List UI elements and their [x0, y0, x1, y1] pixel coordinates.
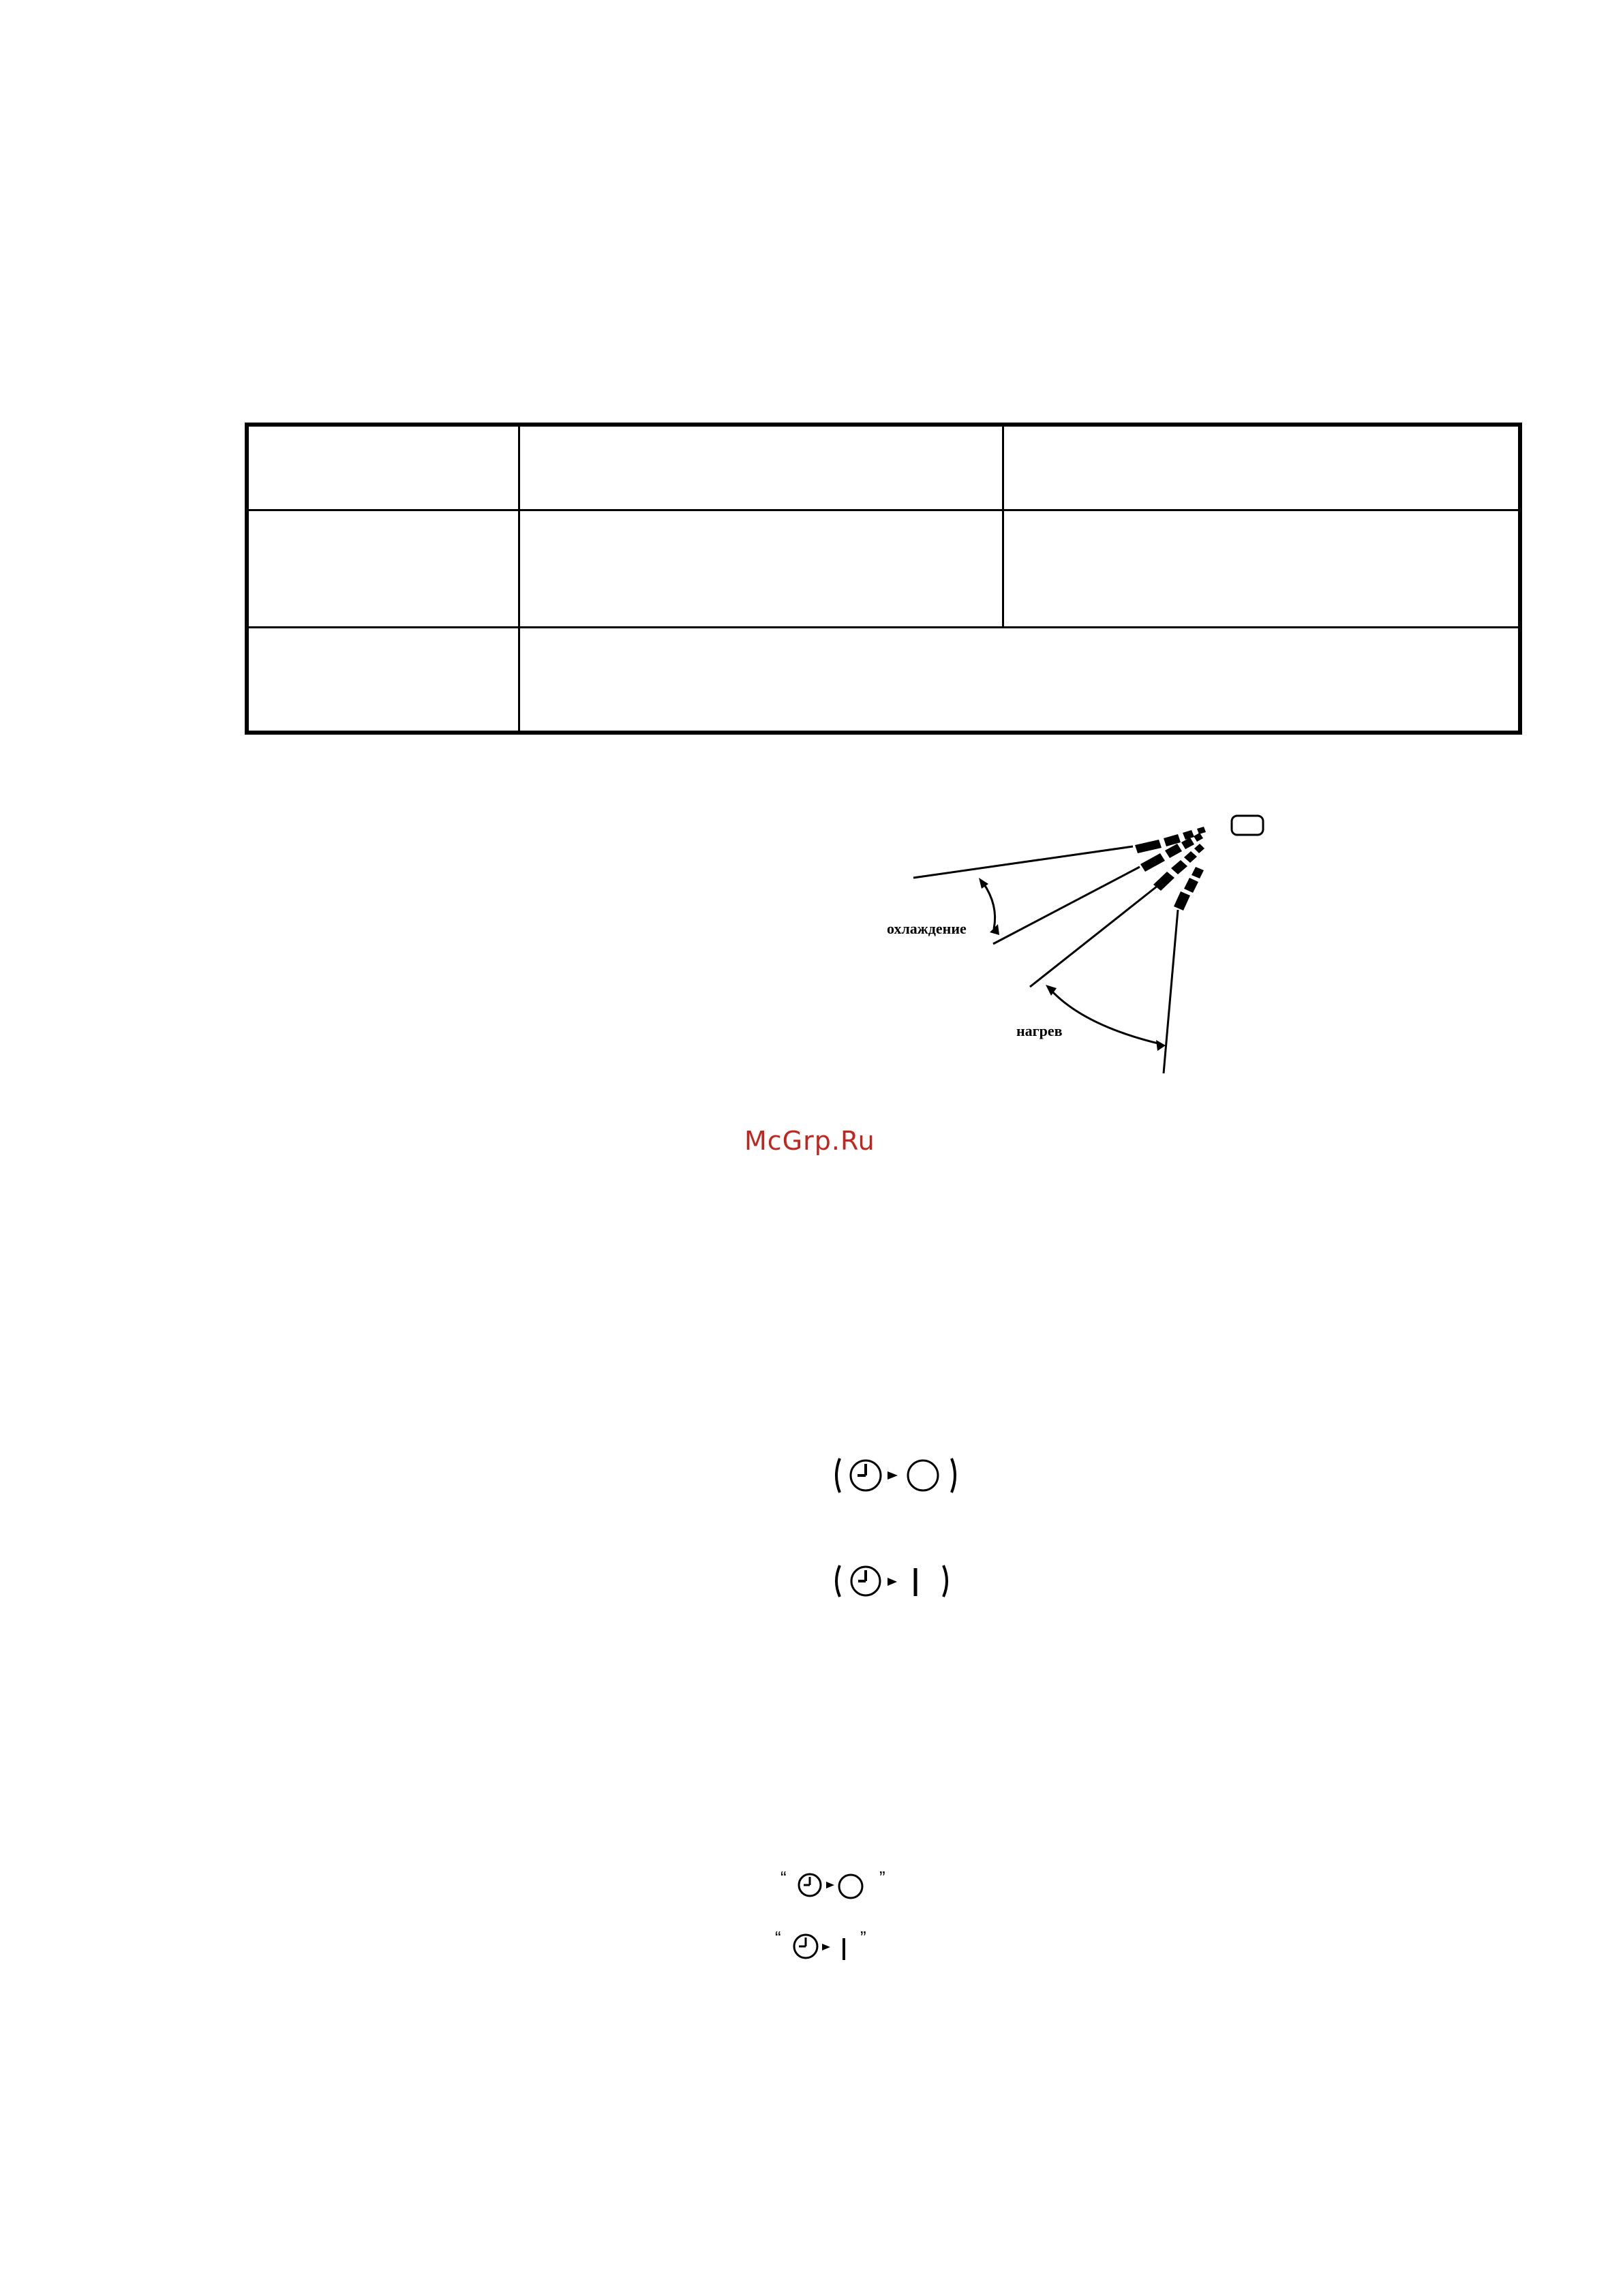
heating-range-arrow — [1050, 990, 1161, 1044]
arrow-icon — [826, 1882, 834, 1888]
close-paren-icon — [952, 1458, 955, 1493]
timer-on-symbol-small — [772, 1929, 894, 1970]
airflow-diagram — [873, 804, 1281, 1077]
open-paren-icon — [836, 1565, 840, 1597]
table-row-divider-1 — [249, 509, 1518, 511]
cooling-range-arrow — [983, 883, 995, 929]
air-outlet-icon — [1232, 816, 1263, 835]
heating-label: нагрев — [1016, 1022, 1063, 1039]
arrow-icon — [822, 1944, 830, 1950]
open-paren-icon — [836, 1458, 840, 1493]
clock-icon — [851, 1567, 880, 1595]
arrow-icon — [888, 1471, 898, 1480]
close-quote-icon: ” — [860, 1927, 866, 1948]
louver-blades-icon — [1135, 827, 1206, 910]
clock-icon — [851, 1460, 881, 1490]
timer-off-symbol-small — [777, 1867, 900, 1909]
off-circle-icon — [839, 1875, 862, 1898]
spec-table — [245, 423, 1522, 735]
arrow-icon — [888, 1578, 897, 1586]
watermark: McGrp.Ru — [744, 1126, 875, 1156]
airflow-drawing — [873, 804, 1281, 1077]
table-col-divider-1 — [518, 427, 520, 731]
cooling-label: охлаждение — [887, 920, 967, 937]
open-quote-icon: “ — [780, 1867, 787, 1888]
timer-on-symbol — [830, 1557, 967, 1608]
off-circle-icon — [908, 1460, 938, 1490]
close-quote-icon: ” — [879, 1867, 885, 1888]
open-quote-icon: “ — [775, 1927, 781, 1948]
table-col-divider-2 — [1002, 427, 1004, 628]
clock-icon — [794, 1935, 817, 1958]
clock-icon — [799, 1874, 821, 1896]
table-row-divider-2 — [249, 626, 1518, 628]
close-paren-icon — [943, 1565, 947, 1597]
timer-off-symbol — [830, 1452, 967, 1503]
